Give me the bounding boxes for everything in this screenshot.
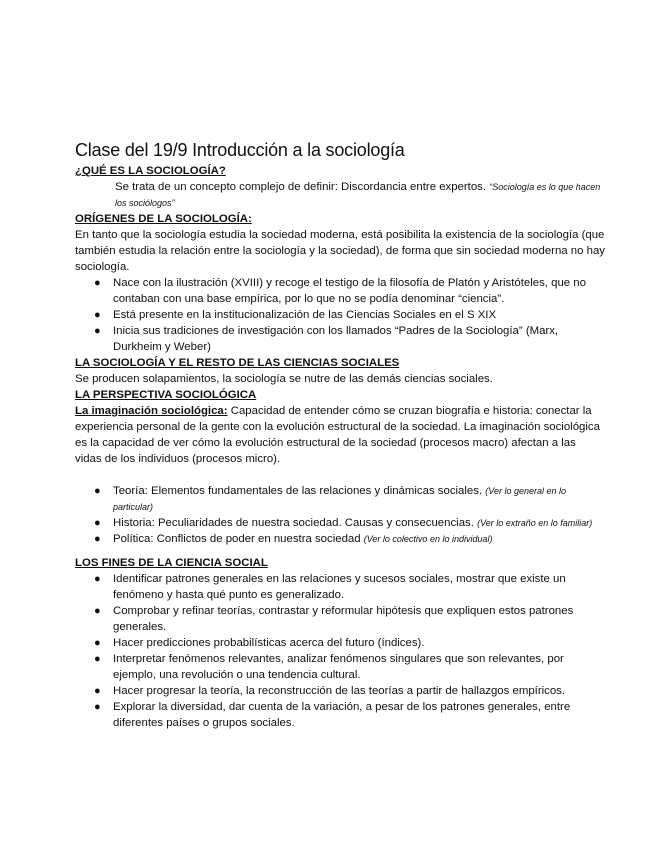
list-item	[94, 483, 605, 515]
list-fines	[75, 571, 605, 731]
document-title: Clase del 19/9 Introducción a la sociología	[75, 140, 405, 160]
bullet-icon: ●	[94, 637, 101, 649]
list-item	[94, 515, 605, 531]
bullet-icon: ●	[94, 309, 101, 321]
list-item	[94, 635, 605, 651]
list-item-text: Comprobar y refinar teorías, contrastar y reformular hipótesis que expliquen estos patrones generales.	[113, 605, 574, 633]
list-item-text: Nace con la ilustración (XVIII) y recoge el testigo de la filosofía de Platón y Aristóteles, que no contaban con una base empírica, por lo que no se podía denominar “ciencia”.	[113, 277, 586, 305]
list-item-note: (Ver lo colectivo en lo individual)	[363, 534, 493, 544]
list-item-text: Identificar patrones generales en las relaciones y sucesos sociales, mostrar que existe un fenómeno y hasta qué punto es generalizado.	[113, 573, 566, 601]
paragraph-sociologia-y-resto: Se producen solapamientos, la sociología se nutre de las demás ciencias sociales.	[75, 373, 493, 385]
paragraph-perspectiva-text: Capacidad de entender cómo se cruzan biografía e historia: conectar la experiencia personal de la gente con la evolución estructural de la sociedad. La imaginación sociológica es la capacidad de ver cómo la evolución estructural de la sociedad (procesos macro) afectan a las vidas de los individuos (procesos micro).	[75, 405, 600, 465]
list-item-text: Hacer predicciones probabilísticas acerca del futuro (índices).	[113, 637, 425, 649]
list-item	[94, 571, 605, 603]
list-perspectiva	[75, 483, 605, 547]
list-item-note: (Ver lo general en lo particular)	[113, 486, 567, 512]
heading-sociologia-y-resto: LA SOCIOLOGÍA Y EL RESTO DE LAS CIENCIAS SOCIALES	[75, 357, 400, 369]
list-item-text: Historia: Peculiaridades de nuestra sociedad. Causas y consecuencias.	[113, 517, 478, 529]
list-item-text: Explorar la diversidad, dar cuenta de la variación, a pesar de los patrones generales, entre diferentes países o grupos sociales.	[113, 701, 571, 729]
list-item-note: (Ver lo extraño en lo familiar)	[477, 518, 593, 528]
bullet-icon: ●	[94, 325, 101, 337]
list-item	[94, 323, 605, 355]
list-item-text: Interpretar fenómenos relevantes, analizar fenómenos singulares que son relevantes, por ejemplo, una revolución o una tendencia cultural.	[113, 653, 564, 681]
list-item	[94, 603, 605, 635]
list-origenes	[75, 275, 605, 355]
list-item-text: Está presente en la institucionalización de las Ciencias Sociales en el S XIX	[113, 309, 497, 321]
bullet-icon: ●	[94, 277, 101, 289]
list-item-text: Hacer progresar la teoría, la reconstrucción de las teorías a partir de hallazgos empíricos.	[113, 685, 566, 697]
paragraph-perspectiva	[75, 403, 605, 467]
bullet-icon: ●	[94, 653, 101, 665]
spacer	[75, 467, 605, 483]
list-item-text: Teoría: Elementos fundamentales de las relaciones y dinámicas sociales.	[113, 485, 486, 497]
bullet-icon: ●	[94, 573, 101, 585]
paragraph-origenes: En tanto que la sociología estudia la sociedad moderna, está posibilita la existencia de la sociología (que también estudia la relación entre la sociología y la sociedad), de forma que sin sociedad moderna no hay sociología.	[75, 229, 605, 273]
document-content	[75, 139, 605, 731]
bullet-icon: ●	[94, 701, 101, 713]
spacer	[75, 547, 605, 555]
list-item	[94, 531, 605, 547]
paragraph-que-es-text: Se trata de un concepto complejo de definir: Discordancia entre expertos.	[115, 181, 490, 193]
heading-fines: LOS FINES DE LA CIENCIA SOCIAL	[75, 557, 268, 569]
bullet-icon: ●	[94, 605, 101, 617]
list-item	[94, 651, 605, 683]
list-item-text: Política: Conflictos de poder en nuestra sociedad	[113, 533, 364, 545]
bullet-icon: ●	[94, 685, 101, 697]
bullet-icon: ●	[94, 517, 101, 529]
term-imaginacion: La imaginación sociológica:	[75, 405, 228, 417]
bullet-icon: ●	[94, 485, 101, 497]
paragraph-que-es	[75, 179, 605, 211]
heading-perspectiva: LA PERSPECTIVA SOCIOLÓGICA	[75, 389, 257, 401]
bullet-icon: ●	[94, 533, 101, 545]
heading-que-es: ¿QUÉ ES LA SOCIOLOGÍA?	[75, 165, 226, 177]
list-item	[94, 699, 605, 731]
list-item	[94, 275, 605, 307]
list-item-text: Inicia sus tradiciones de investigación con los llamados “Padres de la Sociología” (Marx, Durkheim y Weber)	[113, 325, 559, 353]
list-item	[94, 307, 605, 323]
quote-sociologos: “Sociología es lo que hacen los sociólogos”	[115, 182, 601, 208]
heading-origenes: ORÍGENES DE LA SOCIOLOGÍA:	[75, 213, 252, 225]
list-item	[94, 683, 605, 699]
